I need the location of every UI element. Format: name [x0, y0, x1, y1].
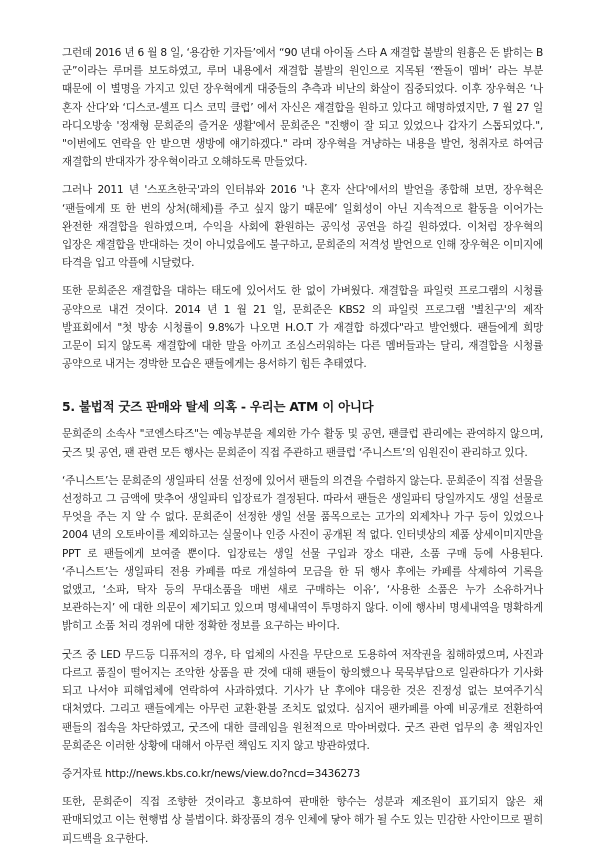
paragraph-ratings-pledge: 또한 문희준은 재결합을 대하는 태도에 있어서도 한 없이 가벼웠다. 재결합을 파일럿 프로그램의 시청률 공약으로 내건 것이다. 2014 년 1 월 21 일, 문희준은 KBS2 의 파일럿 프로그램 '별친구'의 제작 발표회에서 "첫 방송 시청률이 9.8%가 나오면 H.O.T 가 재결합 하겠다"라고 발언했다. 팬들에게 희망 고문이 되지 않도록 재결합에 대한 말을 아끼고 조심스러워하는 다른 멤버들과는 달리, 재결합을 시청률 공약으로 내거는 경박한 모습은 팬들에게는 용서하기 힘든 추태였다. — [62, 285, 543, 371]
paragraph-agency: 문희준의 소속사 "코엔스타즈"는 예능부분을 제외한 가수 활동 및 공연, 팬클럽 관리에는 관여하지 않으며, 굿즈 및 공연, 팬 관련 모든 행사는 문희준이 직접 주관하고 팬클럽 ‘주니스트’의 임원진이 관리하고 있다. — [62, 428, 543, 459]
paragraph-perfume: 또한, 문희준이 직접 조향한 것이라고 홍보하여 판매한 향수는 성분과 제조원이 표기되지 않은 채 판매되었고 이는 현행법 상 불법이다. 화장품의 경우 인체에 닿아 해가 될 수도 있는 민감한 사안이므로 필히 피드백을 요구한다. — [62, 796, 543, 845]
paragraph-rumor-broadcast: 그런데 2016 년 6 월 8 일, ‘용감한 기자들’에서 “90 년대 아이돌 스타 A 재결합 불발의 원흉은 돈 밝히는 B 군”이라는 루머를 보도하였고, 루머 내용에서 재결합 불발의 원인으로 지목된 ‘짠돌이 멤버’ 라는 부분 때문에 이 별명을 가지고 있던 장우혁에게 대중들의 추측과 비난의 화살이 집중되었다. 이후 장우혁은 ‘나 혼자 산다’와 ‘디스코-셀프 디스 코믹 클럽’ 에서 자신은 재결합을 원하고 있다고 해명하였지만, 7 월 27 일 라디오방송 '정재형 문희준의 즐거운 생활'에서 문희준은 "진행이 잘 되고 있었으나 갑자기 스톱되었다.", "이번에도 연락을 안 받으면 생방에 얘기하겠다." 라며 장우혁을 겨냥하는 내용을 발언, 청취자로 하여금 재결합의 반대자가 장우혁이라고 오해하도록 만들었다. — [62, 47, 543, 169]
section-heading: 5. 불법적 굿즈 판매와 탈세 의혹 - 우리는 ATM 이 아니다 — [62, 399, 374, 415]
document-page — [62, 44, 543, 848]
paragraph-goods-diffuser: 굿즈 중 LED 무드등 디퓨저의 경우, 타 업체의 사진을 무단으로 도용하여 저작권을 침해하였으며, 사진과 다르고 품질이 떨어지는 조악한 상품을 판 것에 대해 팬들이 항의했으나 묵묵부답으로 일관하다가 기사화 되고 나서야 피해업체에 연락하여 사과하였다. 기사가 난 후에야 대응한 것은 진정성 없는 보여주기식 대처였다. 그리고 팬들에게는 아무런 교환·환불 조치도 없었다. 심지어 팬카페를 아예 비공개로 전환하여 팬들의 접속을 차단하였고, 굿즈에 대한 클레임을 원천적으로 막아버렸다. 굿즈 관련 업무의 총 책임자인 문희준은 이러한 상황에 대해서 아무런 책임도 지지 않고 방관하였다. — [62, 648, 543, 752]
paragraph-reunion-stance: 그러나 2011 년 '스포츠한국'과의 인터뷰와 2016 '나 혼자 산다'에서의 발언을 종합해 보면, 장우혁은 ‘팬들에게 또 한 번의 상처(해체)를 주고 싶지 않기 때문에’ 일회성이 아닌 지속적으로 활동을 이어가는 완전한 재결합을 원하였으며, 수익을 사회에 환원하는 공익성 공연을 하길 원하였다. 이처럼 장우혁의 입장은 재결합을 반대하는 것이 아니었음에도 불구하고, 문희준의 저격성 발언으로 인해 장우혁은 이미지에 타격을 입고 악플에 시달렸다. — [62, 184, 543, 270]
paragraph-birthday-party: ‘주니스트’는 문희준의 생일파티 선물 선정에 있어서 팬들의 의견을 수렴하지 않는다. 문희준이 직접 선물을 선정하고 그 금액에 맞추어 생일파티 입장료가 결정된다. 따라서 팬들은 생일파티 당일까지도 생일 선물로 무엇을 주는 지 알 수 없다. 문희준이 선정한 생일 선물 품목으로는 고가의 외제차나 가구 등이 있었으나 2004 년의 오토바이를 제외하고는 실물이나 인증 사진이 공개된 적 없다. 인터넷상의 제품 상세이미지만을 PPT 로 팬들에게 보여줄 뿐이다. 입장료는 생일 선물 구입과 장소 대관, 소품 구매 등에 사용된다. ‘주니스트’는 생일파티 전용 카페를 따로 개설하여 모금을 한 뒤 행사 후에는 카페를 삭제하여 기록을 없앴고, ‘소파, 탁자 등의 무대소품을 매번 새로 구매하는 이유’, ‘사용한 소품은 누가 소유하거나 보관하는지’ 에 대한 의문이 제기되고 있으며 명세내역이 투명하지 않다. 이에 행사비 명세내역을 명확하게 밝히고 소품 처리 경위에 대한 정확한 정보를 요구하는 바이다. — [62, 474, 543, 633]
paragraph-evidence-link: 증거자료 http://news.kbs.co.kr/news/view.do?ncd=3436273 — [62, 767, 361, 780]
